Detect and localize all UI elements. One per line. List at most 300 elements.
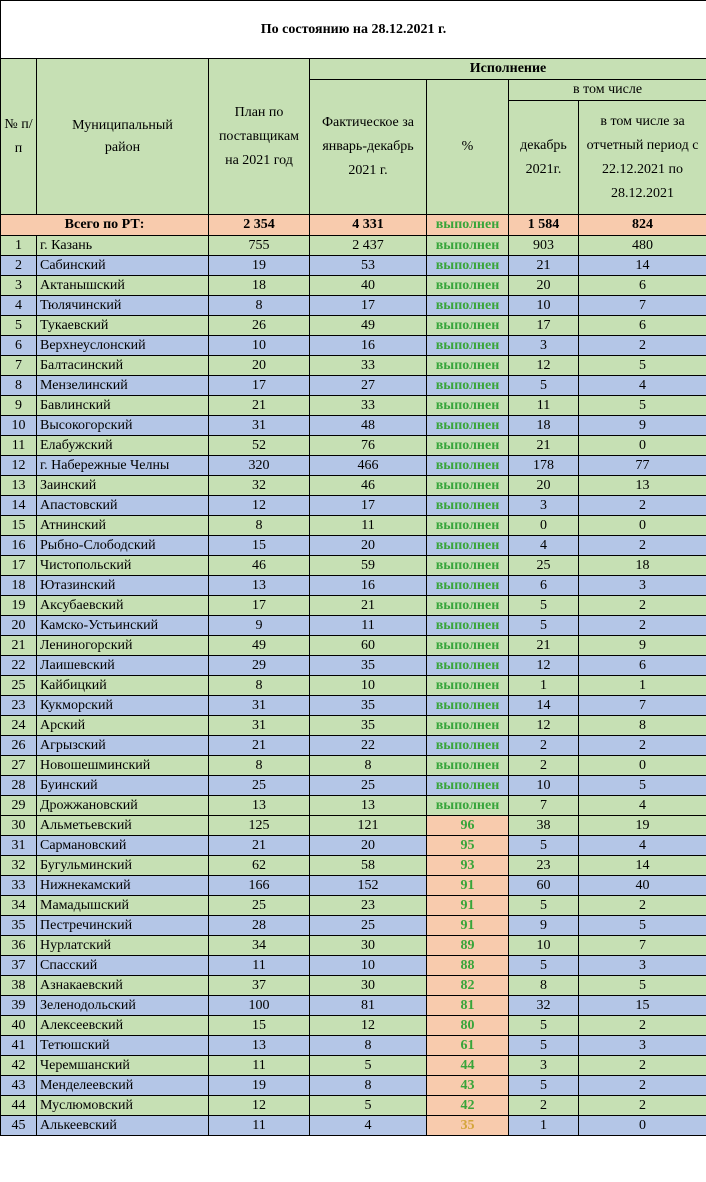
row-period: 2: [579, 616, 706, 636]
row-num: 22: [1, 656, 37, 676]
row-december: 14: [509, 696, 579, 716]
row-actual: 5: [310, 1056, 427, 1076]
row-plan: 31: [209, 696, 310, 716]
row-actual: 12: [310, 1016, 427, 1036]
row-december: 12: [509, 356, 579, 376]
row-district: Сармановский: [37, 836, 209, 856]
row-actual: 27: [310, 376, 427, 396]
row-actual: 59: [310, 556, 427, 576]
row-district: Спасский: [37, 956, 209, 976]
row-period: 7: [579, 936, 706, 956]
row-period: 3: [579, 576, 706, 596]
row-district: Ютазинский: [37, 576, 209, 596]
row-actual: 25: [310, 776, 427, 796]
row-december: 12: [509, 716, 579, 736]
row-num: 41: [1, 1036, 37, 1056]
row-status: выполнен: [427, 436, 509, 456]
table-row: [1, 736, 706, 756]
table-row: [1, 1096, 706, 1116]
total-plan: 2 354: [209, 215, 310, 236]
row-status: выполнен: [427, 336, 509, 356]
row-december: 6: [509, 576, 579, 596]
row-num: 3: [1, 276, 37, 296]
row-district: Елабужский: [37, 436, 209, 456]
row-december: 903: [509, 236, 579, 256]
row-actual: 33: [310, 356, 427, 376]
row-plan: 8: [209, 516, 310, 536]
table-row: [1, 656, 706, 676]
row-plan: 25: [209, 776, 310, 796]
table-row: [1, 1116, 706, 1136]
row-december: 5: [509, 616, 579, 636]
row-district: Чистопольский: [37, 556, 209, 576]
row-district: Сабинский: [37, 256, 209, 276]
header-percent: %: [427, 80, 509, 215]
row-december: 178: [509, 456, 579, 476]
row-period: 5: [579, 776, 706, 796]
row-plan: 25: [209, 896, 310, 916]
row-actual: 10: [310, 956, 427, 976]
row-december: 5: [509, 376, 579, 396]
row-status: выполнен: [427, 696, 509, 716]
row-num: 28: [1, 776, 37, 796]
row-period: 5: [579, 916, 706, 936]
row-december: 3: [509, 336, 579, 356]
row-plan: 125: [209, 816, 310, 836]
row-status: выполнен: [427, 356, 509, 376]
row-actual: 25: [310, 916, 427, 936]
row-district: Аксубаевский: [37, 596, 209, 616]
table-row: [1, 836, 706, 856]
row-district: Новошешминский: [37, 756, 209, 776]
row-district: Актанышский: [37, 276, 209, 296]
table-row: [1, 716, 706, 736]
row-status: 95: [427, 836, 509, 856]
row-period: 7: [579, 296, 706, 316]
table-row: [1, 936, 706, 956]
row-december: 1: [509, 676, 579, 696]
row-actual: 23: [310, 896, 427, 916]
row-actual: 5: [310, 1096, 427, 1116]
table-row: [1, 596, 706, 616]
row-actual: 466: [310, 456, 427, 476]
row-period: 5: [579, 396, 706, 416]
row-district: Тетюшский: [37, 1036, 209, 1056]
row-num: 17: [1, 556, 37, 576]
row-actual: 8: [310, 1036, 427, 1056]
row-status: 91: [427, 876, 509, 896]
row-plan: 13: [209, 1036, 310, 1056]
header-period: в том числе за отчетный период с 22.12.2021 по 28.12.2021: [579, 101, 706, 215]
row-plan: 166: [209, 876, 310, 896]
row-num: 27: [1, 756, 37, 776]
row-period: 6: [579, 316, 706, 336]
row-district: Камско-Устьинский: [37, 616, 209, 636]
row-period: 5: [579, 356, 706, 376]
row-actual: 8: [310, 756, 427, 776]
row-district: Менделеевский: [37, 1076, 209, 1096]
row-period: 6: [579, 656, 706, 676]
row-num: 16: [1, 536, 37, 556]
row-district: Нурлатский: [37, 936, 209, 956]
row-plan: 13: [209, 576, 310, 596]
row-plan: 13: [209, 796, 310, 816]
row-period: 2: [579, 536, 706, 556]
row-num: 45: [1, 1116, 37, 1136]
row-district: Мамадышский: [37, 896, 209, 916]
table-row: [1, 496, 706, 516]
row-plan: 31: [209, 416, 310, 436]
row-status: 44: [427, 1056, 509, 1076]
row-period: 77: [579, 456, 706, 476]
row-num: 29: [1, 796, 37, 816]
row-december: 2: [509, 736, 579, 756]
row-plan: 49: [209, 636, 310, 656]
row-plan: 18: [209, 276, 310, 296]
row-plan: 37: [209, 976, 310, 996]
row-actual: 20: [310, 836, 427, 856]
row-period: 2: [579, 896, 706, 916]
row-period: 3: [579, 956, 706, 976]
row-status: 88: [427, 956, 509, 976]
row-num: 31: [1, 836, 37, 856]
row-district: Мензелинский: [37, 376, 209, 396]
row-plan: 21: [209, 736, 310, 756]
row-period: 15: [579, 996, 706, 1016]
row-plan: 8: [209, 756, 310, 776]
row-num: 40: [1, 1016, 37, 1036]
row-plan: 12: [209, 1096, 310, 1116]
row-actual: 60: [310, 636, 427, 656]
row-plan: 20: [209, 356, 310, 376]
table-row: [1, 696, 706, 716]
row-period: 4: [579, 836, 706, 856]
row-plan: 17: [209, 376, 310, 396]
row-december: 4: [509, 536, 579, 556]
row-num: 23: [1, 696, 37, 716]
header-district: Муниципальный район: [37, 59, 209, 215]
total-row: [1, 215, 706, 236]
row-december: 21: [509, 636, 579, 656]
title-row: [1, 1, 706, 59]
row-period: 2: [579, 1096, 706, 1116]
row-december: 5: [509, 596, 579, 616]
table-row: [1, 796, 706, 816]
row-period: 5: [579, 976, 706, 996]
row-district: Кайбицкий: [37, 676, 209, 696]
row-num: 8: [1, 376, 37, 396]
row-num: 26: [1, 736, 37, 756]
row-num: 32: [1, 856, 37, 876]
row-district: Верхнеуслонский: [37, 336, 209, 356]
table-row: [1, 536, 706, 556]
row-december: 2: [509, 756, 579, 776]
row-period: 0: [579, 756, 706, 776]
total-december: 1 584: [509, 215, 579, 236]
table-row: [1, 776, 706, 796]
table-row: [1, 516, 706, 536]
table-row: [1, 996, 706, 1016]
row-status: выполнен: [427, 456, 509, 476]
row-district: Бавлинский: [37, 396, 209, 416]
row-num: 44: [1, 1096, 37, 1116]
table-row: [1, 976, 706, 996]
row-actual: 16: [310, 576, 427, 596]
row-plan: 755: [209, 236, 310, 256]
row-plan: 21: [209, 396, 310, 416]
table-row: [1, 296, 706, 316]
row-period: 4: [579, 796, 706, 816]
row-num: 30: [1, 816, 37, 836]
row-actual: 13: [310, 796, 427, 816]
row-district: Арский: [37, 716, 209, 736]
row-actual: 2 437: [310, 236, 427, 256]
row-status: выполнен: [427, 656, 509, 676]
row-december: 23: [509, 856, 579, 876]
row-period: 0: [579, 436, 706, 456]
row-district: Лениногорский: [37, 636, 209, 656]
row-status: выполнен: [427, 636, 509, 656]
row-plan: 320: [209, 456, 310, 476]
row-actual: 40: [310, 276, 427, 296]
row-status: выполнен: [427, 236, 509, 256]
table-row: [1, 856, 706, 876]
row-period: 1: [579, 676, 706, 696]
header-actual: Фактическое за январь-декабрь 2021 г.: [310, 80, 427, 215]
row-december: 20: [509, 276, 579, 296]
row-district: Азнакаевский: [37, 976, 209, 996]
row-actual: 58: [310, 856, 427, 876]
table-row: [1, 256, 706, 276]
row-december: 5: [509, 896, 579, 916]
row-period: 2: [579, 496, 706, 516]
table-row: [1, 556, 706, 576]
row-actual: 11: [310, 516, 427, 536]
row-plan: 12: [209, 496, 310, 516]
row-district: Атнинский: [37, 516, 209, 536]
row-num: 21: [1, 636, 37, 656]
table-row: [1, 476, 706, 496]
total-status: выполнен: [427, 215, 509, 236]
row-status: 82: [427, 976, 509, 996]
row-num: 15: [1, 516, 37, 536]
row-num: 1: [1, 236, 37, 256]
header-plan: План по поставщикам на 2021 год: [209, 59, 310, 215]
row-actual: 49: [310, 316, 427, 336]
row-actual: 53: [310, 256, 427, 276]
row-district: Рыбно-Слободский: [37, 536, 209, 556]
row-december: 7: [509, 796, 579, 816]
row-status: выполнен: [427, 516, 509, 536]
row-period: 0: [579, 1116, 706, 1136]
row-actual: 11: [310, 616, 427, 636]
header-december: декабрь 2021г.: [509, 101, 579, 215]
row-status: выполнен: [427, 316, 509, 336]
row-district: Балтасинский: [37, 356, 209, 376]
table-row: [1, 1076, 706, 1096]
row-actual: 81: [310, 996, 427, 1016]
row-num: 9: [1, 396, 37, 416]
table-row: [1, 376, 706, 396]
row-period: 14: [579, 856, 706, 876]
row-december: 20: [509, 476, 579, 496]
row-actual: 46: [310, 476, 427, 496]
row-num: 43: [1, 1076, 37, 1096]
row-status: 42: [427, 1096, 509, 1116]
row-december: 32: [509, 996, 579, 1016]
row-num: 6: [1, 336, 37, 356]
row-status: 80: [427, 1016, 509, 1036]
row-district: Алексеевский: [37, 1016, 209, 1036]
row-actual: 22: [310, 736, 427, 756]
row-period: 7: [579, 696, 706, 716]
table-row: [1, 616, 706, 636]
row-period: 13: [579, 476, 706, 496]
row-december: 5: [509, 1016, 579, 1036]
row-status: выполнен: [427, 736, 509, 756]
row-period: 2: [579, 736, 706, 756]
row-status: выполнен: [427, 256, 509, 276]
row-num: 4: [1, 296, 37, 316]
row-period: 6: [579, 276, 706, 296]
row-status: 96: [427, 816, 509, 836]
row-period: 19: [579, 816, 706, 836]
row-num: 7: [1, 356, 37, 376]
row-actual: 35: [310, 716, 427, 736]
row-period: 8: [579, 716, 706, 736]
row-period: 0: [579, 516, 706, 536]
row-district: Заинский: [37, 476, 209, 496]
row-plan: 31: [209, 716, 310, 736]
table-row: [1, 456, 706, 476]
row-status: выполнен: [427, 276, 509, 296]
row-district: Агрызский: [37, 736, 209, 756]
row-actual: 8: [310, 1076, 427, 1096]
total-label: Всего по РТ:: [1, 215, 209, 236]
table-row: [1, 896, 706, 916]
row-num: 38: [1, 976, 37, 996]
row-status: 61: [427, 1036, 509, 1056]
row-status: 93: [427, 856, 509, 876]
row-district: Черемшанский: [37, 1056, 209, 1076]
row-status: выполнен: [427, 676, 509, 696]
row-status: выполнен: [427, 296, 509, 316]
row-actual: 10: [310, 676, 427, 696]
row-status: выполнен: [427, 396, 509, 416]
table-row: [1, 396, 706, 416]
row-district: Апастовский: [37, 496, 209, 516]
row-district: Муслюмовский: [37, 1096, 209, 1116]
table-row: [1, 816, 706, 836]
row-december: 12: [509, 656, 579, 676]
row-plan: 62: [209, 856, 310, 876]
row-december: 18: [509, 416, 579, 436]
row-actual: 20: [310, 536, 427, 556]
row-actual: 16: [310, 336, 427, 356]
row-plan: 15: [209, 536, 310, 556]
table-row: [1, 356, 706, 376]
row-num: 39: [1, 996, 37, 1016]
row-plan: 8: [209, 296, 310, 316]
header-including: в том числе: [509, 80, 706, 101]
table-row: [1, 576, 706, 596]
row-num: 24: [1, 716, 37, 736]
row-december: 5: [509, 956, 579, 976]
row-december: 10: [509, 296, 579, 316]
table-row: [1, 236, 706, 256]
row-period: 2: [579, 596, 706, 616]
header-execution: Исполнение: [310, 59, 706, 80]
row-num: 19: [1, 596, 37, 616]
row-status: выполнен: [427, 596, 509, 616]
table-row: [1, 676, 706, 696]
row-december: 9: [509, 916, 579, 936]
row-district: Дрожжановский: [37, 796, 209, 816]
row-district: Пестречинский: [37, 916, 209, 936]
row-december: 3: [509, 496, 579, 516]
table-row: [1, 956, 706, 976]
row-num: 11: [1, 436, 37, 456]
row-december: 38: [509, 816, 579, 836]
row-plan: 17: [209, 596, 310, 616]
row-status: выполнен: [427, 496, 509, 516]
row-period: 9: [579, 416, 706, 436]
row-num: 18: [1, 576, 37, 596]
row-district: г. Набережные Челны: [37, 456, 209, 476]
row-plan: 26: [209, 316, 310, 336]
row-december: 25: [509, 556, 579, 576]
table-row: [1, 1036, 706, 1056]
row-status: выполнен: [427, 756, 509, 776]
row-actual: 30: [310, 936, 427, 956]
row-period: 2: [579, 1016, 706, 1036]
row-status: выполнен: [427, 576, 509, 596]
row-period: 2: [579, 336, 706, 356]
row-december: 10: [509, 776, 579, 796]
row-num: 14: [1, 496, 37, 516]
row-plan: 21: [209, 836, 310, 856]
row-december: 10: [509, 936, 579, 956]
row-plan: 10: [209, 336, 310, 356]
row-num: 2: [1, 256, 37, 276]
report-title: По состоянию на 28.12.2021 г.: [1, 1, 706, 59]
row-plan: 19: [209, 1076, 310, 1096]
row-period: 4: [579, 376, 706, 396]
row-plan: 11: [209, 1116, 310, 1136]
row-num: 33: [1, 876, 37, 896]
row-period: 18: [579, 556, 706, 576]
row-plan: 29: [209, 656, 310, 676]
row-period: 14: [579, 256, 706, 276]
row-actual: 152: [310, 876, 427, 896]
row-actual: 76: [310, 436, 427, 456]
row-status: 81: [427, 996, 509, 1016]
row-status: выполнен: [427, 716, 509, 736]
row-actual: 121: [310, 816, 427, 836]
row-plan: 52: [209, 436, 310, 456]
table-row: [1, 436, 706, 456]
row-status: выполнен: [427, 536, 509, 556]
table-row: [1, 336, 706, 356]
row-district: Тукаевский: [37, 316, 209, 336]
row-plan: 100: [209, 996, 310, 1016]
row-status: выполнен: [427, 416, 509, 436]
row-period: 3: [579, 1036, 706, 1056]
row-plan: 19: [209, 256, 310, 276]
row-plan: 28: [209, 916, 310, 936]
table-row: [1, 1056, 706, 1076]
row-status: выполнен: [427, 376, 509, 396]
